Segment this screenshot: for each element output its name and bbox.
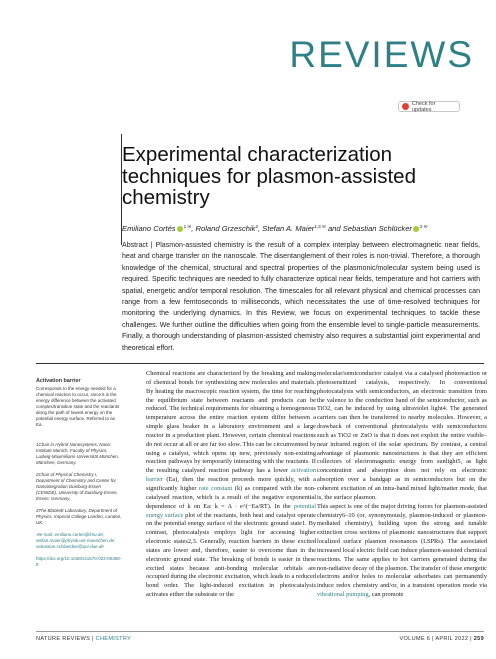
orcid-icon[interactable] (177, 226, 183, 232)
glossary-link[interactable]: vibrational pumping (317, 591, 369, 599)
email-links[interactable]: emiliano.cortes@lmu.de; stefan.maier@physik.uni-muenchen.de; sebastian.schluecker@uni-due.de (36, 532, 116, 549)
body-column-1 (146, 370, 316, 600)
body-text: Chemical reactions are characterized by the breaking and making of chemical bonds for synthesizing new molecules and materials. By heating the macroscopic reaction system, the time for reaching the equilibrium state between reactants and products can be reduced. The technical requirements for obtaining a homogeneous temperature across the entire reaction system differ between a simple glass beaker in a laboratory environment and a large reactor in a production plant. However, certain chemical reactions do not occur at all or are far too slow. This can be circumvented by using a catalyst, which opens up new, previously non-existing reaction pathways by temporarily interacting with the reactants. If the resulting catalysed reaction pathway has a lower (146, 370, 316, 475)
affiliation: 1Chair in Hybrid Nanosystems, Nano-Institute Munich, Faculty of Physics, Ludwig-Maximilians-Universität München, München, Germany. (36, 442, 120, 465)
check-updates-icon (402, 103, 409, 110)
footer-issue (400, 636, 485, 642)
author-name[interactable]: Sebastian Schlücker (342, 224, 412, 233)
abstract: Abstract | Plasmon-assisted chemistry is the result of a complex interplay between electromagnetic near fields, heat and charge transfer on the nanoscale. The disentanglement of their roles is non-trivial. Therefore, a thorough knowledge of the chemical, structural and spectral properties of the plasmonic/molecular system being used is required. Specific techniques are needed to fully characterize optical near fields, temperature and hot carriers with spatial, energetic and/or temporal resolution. The timescales for all relevant physical and chemical processes can range from a few femtoseconds to milliseconds, which necessitates the use of time-resolved techniques for monitoring the underlying dynamics. In this Review, we focus on experimental techniques to tackle these challenges. We further outline the difficulties when going from the ensemble level to single-particle measurements. Finally, a thorough understanding of plasmon-assisted chemistry also requires a substantial joint experimental and theoretical effort. (122, 242, 480, 352)
body-text: molecular/semiconductor catalyst via a catalysed photoreaction or photosensitized catalysis, respectively. In conventional photocatalysis with semiconductors, an electronic transition from the valence to the conduction band of the semiconductor, such as TiO2, can be induced by using ultraviolet light4. The generated carriers can then be transferred to nearby molecules. However, a drawback of conventional photocatalysis with semiconductors such as TiO2 or ZnO is that it does not exploit the entire visible–near infrared region of the solar spectrum. By contrast, a central advantage of plasmonic nanostructures is that they are efficient collectors of electromagnetic energy from sunlight5, as light concentration and absorption does not rely on electronic absorption over a bandgap as in semiconductors but on the coherent excitation of an intra-band mixed light/matter mode, that is, the surface plasmon. This aspect is one of the major driving forces for plasmon-assisted chemistry6–10 (or, synonymously, plasmon-induced or plasmon-mediated chemistry), building upon the strong and tunable extinction cross sections of plasmonic nanostructures that support localized surface plasmon resonances (LSPRs). The associated increased local electric field can induce plasmon-assisted chemical reactions. The same applies to hot carriers generated during the non-radiative decay of the plasmon. The transfer of these energetic electrons and/or holes to molecular adsorbates can permanently induce redox chemistry and/or, in a transient operation mode via (317, 370, 487, 590)
author-name[interactable]: Roland Grzeschik (195, 224, 256, 233)
author-affiliation: 1 ✉ (183, 224, 192, 229)
email-block (36, 532, 122, 550)
footer-journal: NATURE REVIEWS | CHEMISTRY (36, 636, 132, 642)
email-label: ✉e-mail: (36, 532, 54, 537)
author-affiliation: 1,3 ✉ (314, 224, 326, 229)
author-affiliation: 2 (255, 224, 259, 229)
section-label: REVIEWS (289, 34, 474, 75)
divider (36, 363, 484, 364)
journal-name: NATURE REVIEWS (36, 636, 91, 642)
journal-section: CHEMISTRY (95, 636, 132, 642)
author-list: Emiliano Cortés $^{1 ✉}$, Roland Grzeschik$^2$, Stefan A. Maier$^{1,3 ✉}$ and Sebastian Schlücker $^{2 ✉}$ (122, 224, 428, 233)
glossary-definition: Corresponds to the energy needed for a chemical reaction to occur, since it is the energy difference between the activated complex/transition state and the reactants along the path of lowest energy on the potential energy surface. Referred to as Ea. (36, 386, 120, 427)
issue-info: VOLUME 6 | APRIL 2022 | (399, 636, 472, 642)
author-name[interactable]: Stefan A. Maier (262, 224, 315, 233)
glossary-link[interactable]: activation barrier (146, 467, 316, 484)
author-affiliation: 2 ✉ (419, 224, 428, 229)
check-for-updates-button[interactable] (398, 101, 460, 112)
glossary-link[interactable]: potential energy surface (146, 502, 316, 519)
body-text: plot of the reactants, both heat and catalyst operate on the potential energy surface of the electronic ground state1. By contrast, photocatalysis employs light for accessing higher electronic states2,3. Generally, reaction barriers in these excited states are lower and, therefore, easier to overcome than in the electronic ground state. The breaking of bonds is easier in these excited states because anti-bonding molecular orbitals are occupied during the electronic excitation, which leads to a reduced bond order. The light-induced excitation in photocatalysis activates either the substrate or the (146, 511, 316, 599)
check-updates-label: Check for updates (411, 100, 436, 113)
article-title: Experimental characterization techniques for plasmon-assisted chemistry (122, 143, 416, 209)
affiliation: 2Chair of Physical Chemistry I, Department of Chemistry and Center for Nanointegration Duisburg-Essen (CENIDE), University of Duisburg-Essen, Essen, Germany. (36, 472, 118, 501)
author-name[interactable]: Emiliano Cortés (122, 224, 176, 233)
body-text: (Ea), then the reaction proceeds more quickly, with a significantly higher (146, 476, 316, 492)
affiliation: 3The Blackett Laboratory, Department of Physics, Imperial College London, London, UK. (36, 508, 122, 525)
top-margin (0, 0, 496, 10)
body-text: (k) as compared with the non-catalysed reaction, which is a result of the negative exponential dependence of k on Ea: k = A · e^(−Ea/RT). In the (146, 484, 316, 510)
page-number: 259 (473, 636, 484, 642)
glossary-term: Activation barrier (36, 378, 81, 384)
sidebar (36, 378, 122, 573)
glossary-link[interactable]: rate constant (199, 484, 233, 492)
body-text: , can promote (368, 591, 404, 599)
orcid-icon[interactable] (413, 226, 419, 232)
body-column-2 (317, 370, 487, 600)
footer-rule (36, 631, 484, 632)
doi-link[interactable]: https://doi.org/10.1038/s41570-022-00368-8 (36, 556, 122, 567)
